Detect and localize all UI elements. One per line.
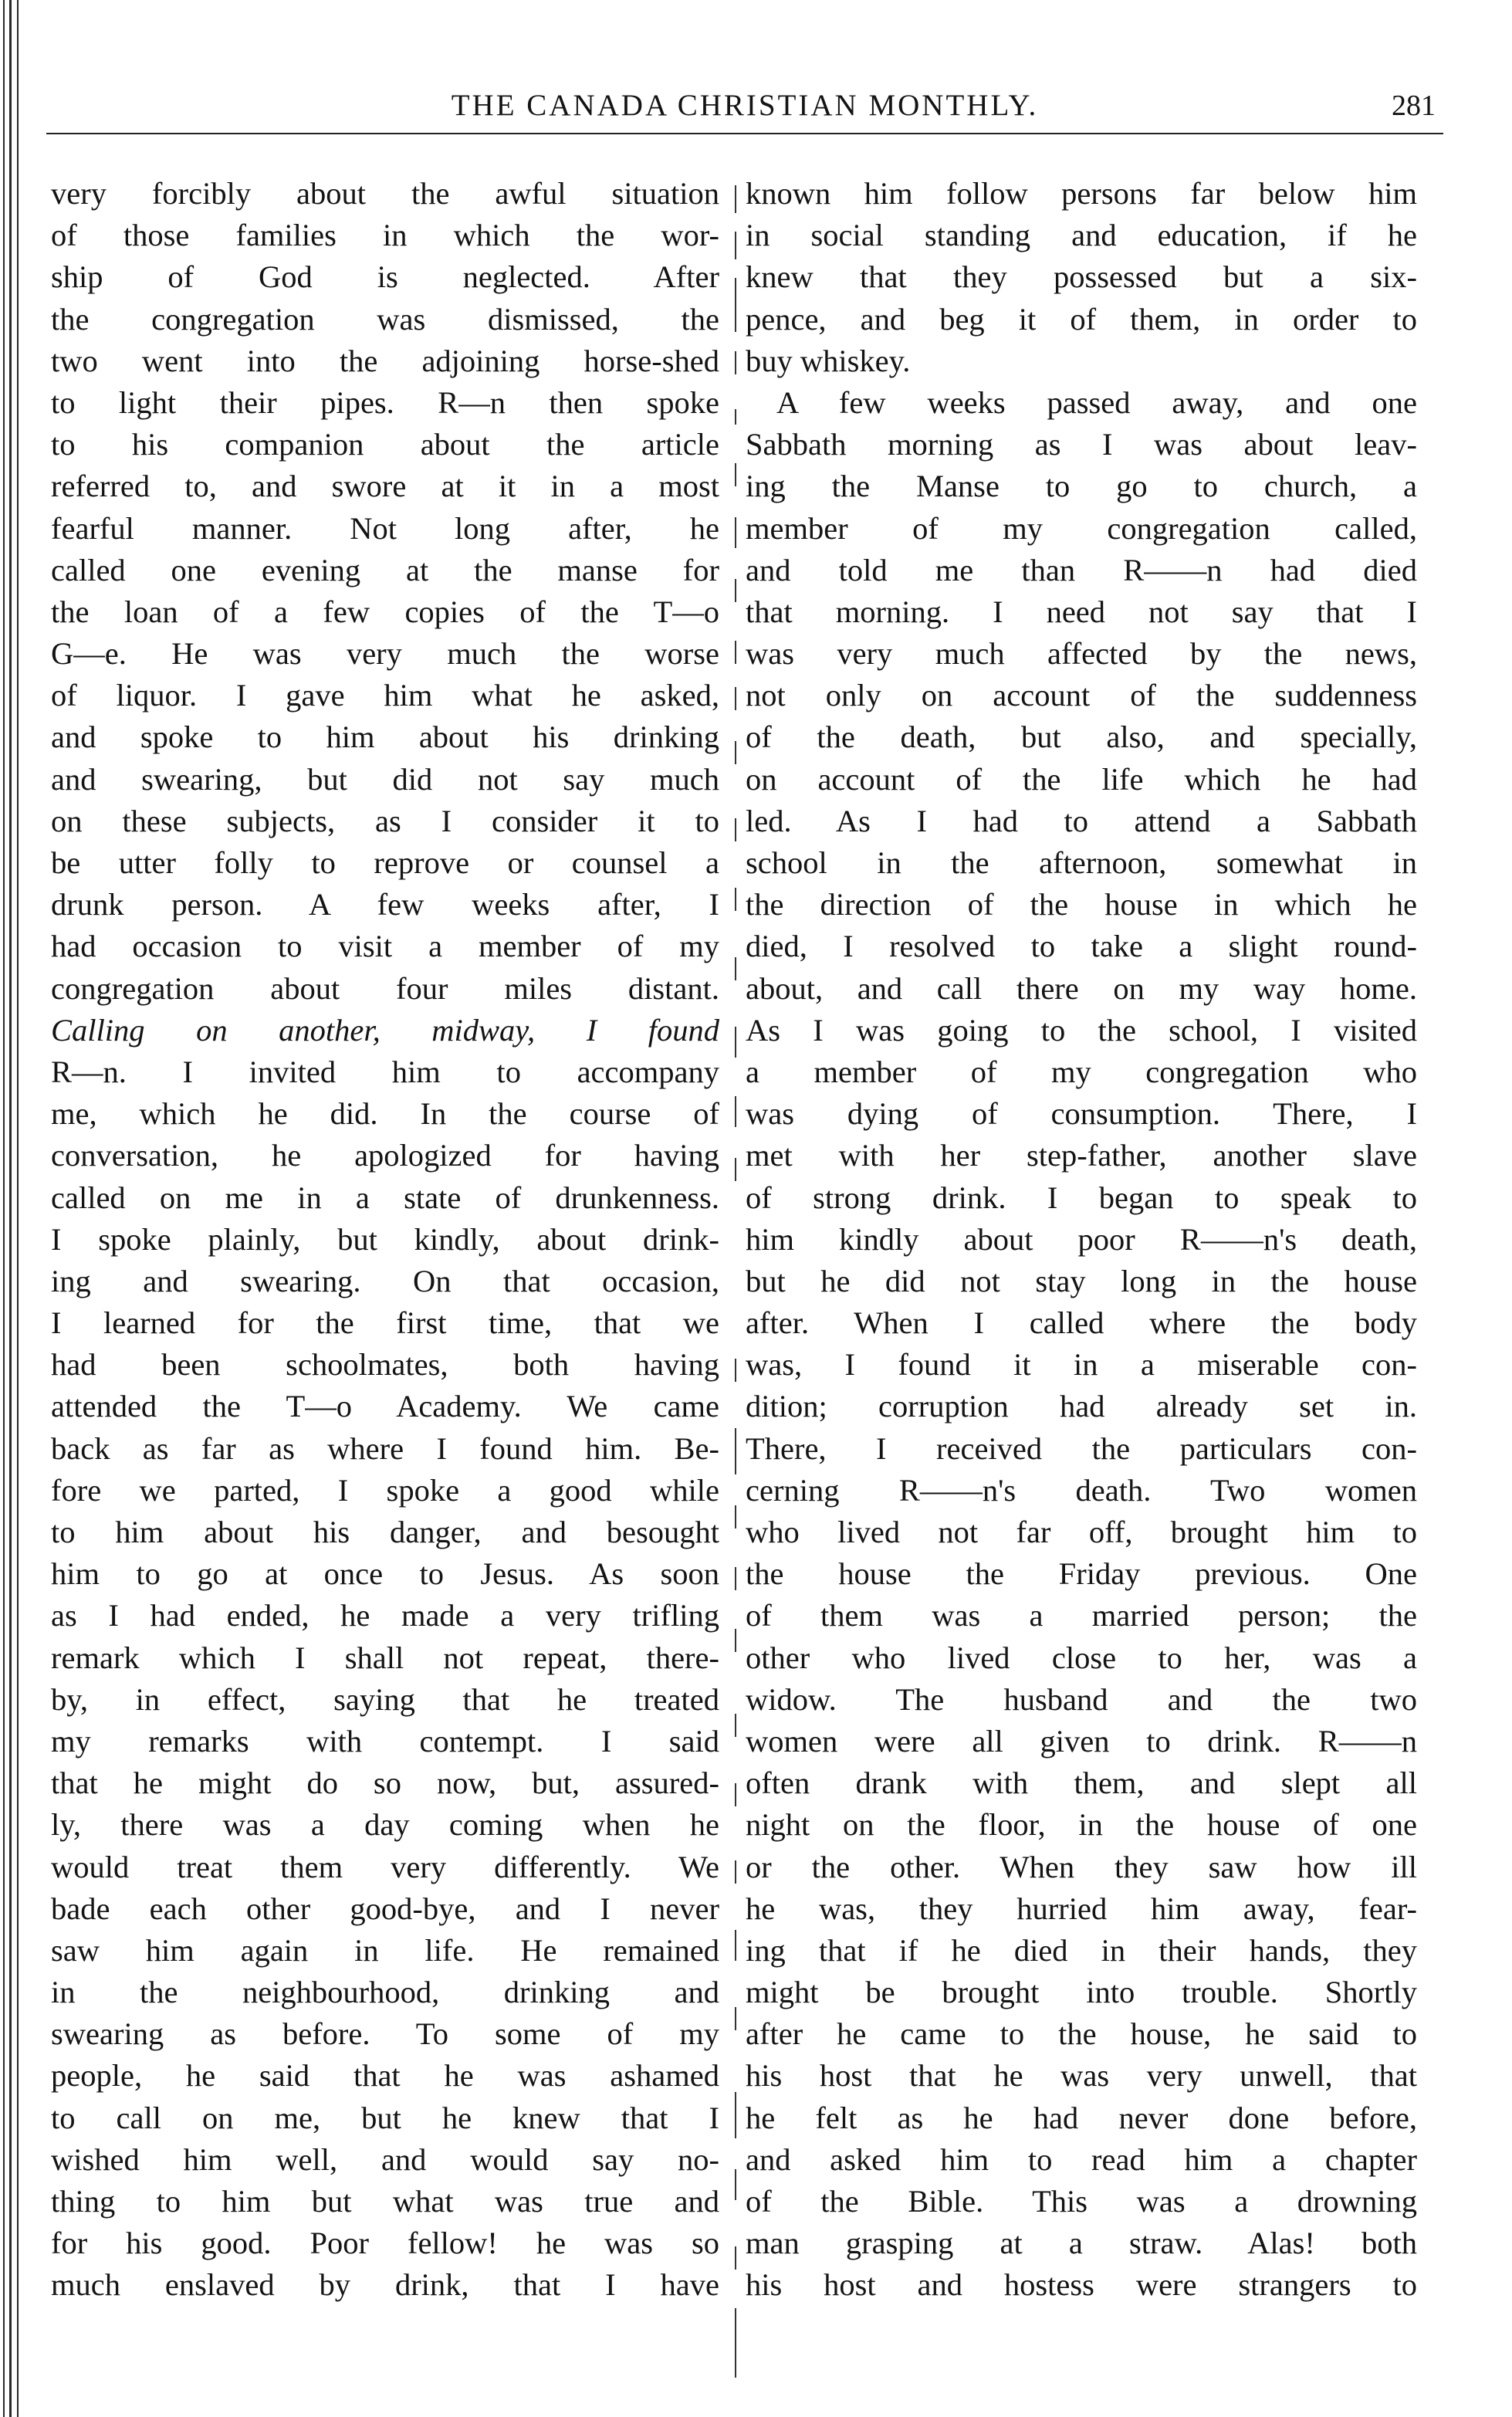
text-line: the congregation was dismissed, the — [51, 301, 719, 337]
left-column — [51, 173, 719, 2307]
gutter-mark — [735, 2308, 736, 2378]
text-line: often drank with them, and slept all — [746, 1765, 1417, 1801]
text-line: but he did not stay long in the house — [746, 1263, 1417, 1298]
text-line: his host and hostess were strangers to — [746, 2267, 1417, 2303]
gutter-mark — [735, 641, 736, 664]
text-line: buy whiskey. — [746, 343, 911, 378]
binding-rule — [3, 0, 5, 2417]
text-line: of them was a married person; the — [746, 1598, 1417, 1633]
gutter-mark — [735, 888, 736, 911]
gutter-mark — [735, 2007, 736, 2030]
text-line: and swearing, but did not say much — [51, 761, 719, 797]
text-line: referred to, and swore at it in a most — [51, 469, 719, 504]
header-rule — [46, 133, 1443, 134]
text-line: who lived not far off, brought him to — [746, 1515, 1417, 1549]
text-line: might be brought into trouble. Shortly — [746, 1975, 1417, 2010]
text-line: knew that they possessed but a six- — [746, 259, 1417, 295]
text-line: I learned for the first time, that we — [51, 1305, 719, 1341]
text-line: was dying of consumption. There, I — [746, 1096, 1417, 1132]
text-line: had been schoolmates, both having — [51, 1347, 719, 1383]
gutter-mark — [735, 957, 736, 980]
text-line: swearing as before. To some of my — [51, 2016, 719, 2052]
text-line: after. When I called where the body — [746, 1305, 1417, 1341]
text-line: in the neighbourhood, drinking and — [51, 1975, 719, 2010]
gutter-mark — [735, 278, 736, 332]
text-line: to call on me, but he knew that I — [51, 2100, 719, 2135]
gutter-mark — [735, 818, 736, 841]
gutter-mark — [735, 1567, 736, 1590]
text-line: not only on account of the suddenness — [746, 678, 1417, 713]
binding-rule — [17, 0, 19, 2417]
text-line: the direction of the house in which he — [746, 887, 1417, 922]
text-line: be utter folly to reprove or counsel a — [51, 845, 719, 880]
gutter-mark — [735, 1783, 736, 1806]
text-line: his host that he was very unwell, that — [746, 2058, 1417, 2094]
text-line: pence, and beg it of them, in order to — [746, 301, 1417, 337]
text-line: after he came to the house, he said to — [746, 2016, 1417, 2052]
text-line: the loan of a few copies of the T—o — [51, 594, 719, 629]
gutter-mark — [735, 463, 736, 486]
text-line: on account of the life which he had — [746, 761, 1417, 797]
text-line: ly, there was a day coming when he — [51, 1807, 719, 1843]
text-line: A few weeks passed away, and one — [776, 384, 1417, 420]
text-line: met with her step-father, another slave — [746, 1138, 1417, 1173]
gutter-mark — [735, 1629, 736, 1652]
text-line: dition; corruption had already set in. — [746, 1389, 1417, 1424]
text-line: night on the floor, in the house of one — [746, 1807, 1417, 1843]
text-line: G—e. He was very much the worse — [51, 636, 719, 672]
text-line: on these subjects, as I consider it to — [51, 803, 719, 838]
text-line: in social standing and education, if he — [746, 218, 1417, 253]
text-line: to light their pipes. R—n then spoke — [51, 384, 719, 420]
text-line: bade each other good-bye, and I never — [51, 1891, 719, 1926]
text-line: for his good. Poor fellow! he was so — [51, 2226, 719, 2261]
text-line: ing the Manse to go to church, a — [746, 469, 1417, 504]
text-line: Sabbath morning as I was about leav- — [746, 427, 1417, 462]
text-line: of strong drink. I began to speak to — [746, 1180, 1417, 1215]
text-line: me, which he did. In the course of — [51, 1096, 719, 1132]
binding-rule — [9, 0, 12, 2417]
text-line: widow. The husband and the two — [746, 1681, 1417, 1717]
running-title: THE CANADA CHRISTIAN MONTHLY. — [451, 89, 1039, 122]
binding-edge — [0, 0, 31, 2417]
gutter-mark — [735, 1158, 736, 1181]
gutter-mark — [735, 1027, 736, 1058]
text-line: conversation, he apologized for having — [51, 1138, 719, 1173]
gutter-mark — [735, 1860, 736, 1884]
text-line: attended the T—o Academy. We came — [51, 1389, 719, 1424]
text-line: was, I found it in a miserable con- — [746, 1347, 1417, 1383]
text-line: of liquor. I gave him what he asked, — [51, 678, 719, 713]
text-line: of the Bible. This was a drowning — [746, 2184, 1417, 2219]
text-line: died, I resolved to take a slight round- — [746, 929, 1417, 964]
text-line: to his companion about the article — [51, 427, 719, 462]
text-line: or the other. When they saw how ill — [746, 1849, 1417, 1884]
gutter-mark — [735, 232, 736, 259]
text-line: ing that if he died in their hands, they — [746, 1932, 1417, 1968]
text-line: a member of my congregation who — [746, 1054, 1417, 1089]
gutter-mark — [735, 2169, 736, 2200]
gutter-mark — [735, 1096, 736, 1127]
gutter-mark — [735, 741, 736, 764]
text-line: other who lived close to her, was a — [746, 1640, 1417, 1675]
text-line: was very much affected by the news, — [746, 636, 1417, 672]
text-line: school in the afternoon, somewhat in — [746, 845, 1417, 880]
text-line: As I was going to the school, I visited — [746, 1012, 1417, 1048]
text-line: called one evening at the manse for — [51, 552, 719, 587]
gutter-mark — [735, 1428, 736, 1474]
text-line: Calling on another, midway, I found — [51, 1012, 719, 1048]
text-line: and told me than R——n had died — [746, 552, 1417, 587]
text-line: by, in effect, saying that he treated — [51, 1681, 719, 1717]
text-line: led. As I had to attend a Sabbath — [746, 803, 1417, 838]
text-line: ing and swearing. On that occasion, — [51, 1263, 719, 1298]
text-line: would treat them very differently. We — [51, 1849, 719, 1884]
text-line: of those families in which the wor- — [51, 218, 719, 253]
text-line: about, and call there on my way home. — [746, 970, 1417, 1006]
right-column — [746, 173, 1417, 2307]
text-line: back as far as where I found him. Be- — [51, 1430, 719, 1466]
gutter-mark — [735, 517, 736, 548]
gutter-mark — [735, 351, 736, 374]
text-line: cerning R——n's death. Two women — [746, 1472, 1417, 1508]
text-line: two went into the adjoining horse-shed — [51, 343, 719, 378]
gutter-mark — [735, 1930, 736, 1961]
gutter-mark — [735, 185, 736, 213]
text-line: the house the Friday previous. One — [746, 1556, 1417, 1592]
text-line: fore we parted, I spoke a good while — [51, 1472, 719, 1508]
text-line: thing to him but what was true and — [51, 2184, 719, 2219]
text-line: saw him again in life. He remained — [51, 1932, 719, 1968]
text-line: and spoke to him about his drinking — [51, 719, 719, 755]
gutter-mark — [735, 1505, 736, 1528]
gutter-mark — [735, 1714, 736, 1737]
gutter-mark — [735, 2246, 736, 2270]
text-line: known him follow persons far below him — [746, 176, 1417, 211]
gutter-mark — [735, 579, 736, 602]
text-line: much enslaved by drink, that I have — [51, 2267, 719, 2303]
text-line: my remarks with contempt. I said — [51, 1723, 719, 1759]
gutter-mark — [735, 687, 736, 710]
text-line: as I had ended, he made a very trifling — [51, 1598, 719, 1633]
text-line: he felt as he had never done before, — [746, 2100, 1417, 2135]
text-line: to him about his danger, and besought — [51, 1515, 719, 1549]
text-line: I spoke plainly, but kindly, about drink- — [51, 1221, 719, 1257]
text-line: R—n. I invited him to accompany — [51, 1054, 719, 1089]
text-line: of the death, but also, and specially, — [746, 719, 1417, 755]
text-line: fearful manner. Not long after, he — [51, 510, 719, 546]
text-line: had occasion to visit a member of my — [51, 929, 719, 964]
text-line: he was, they hurried him away, fear- — [746, 1891, 1417, 1926]
text-line: man grasping at a straw. Alas! both — [746, 2226, 1417, 2261]
gutter-mark — [735, 409, 736, 425]
page-number: 281 — [1392, 90, 1436, 122]
text-line: There, I received the particulars con- — [746, 1430, 1417, 1466]
text-line: called on me in a state of drunkenness. — [51, 1180, 719, 1215]
text-line: wished him well, and would say no- — [51, 2141, 719, 2177]
gutter-mark — [735, 1359, 736, 1382]
page-header — [54, 86, 1436, 133]
text-line: very forcibly about the awful situation — [51, 176, 719, 211]
text-line: people, he said that he was ashamed — [51, 2058, 719, 2094]
text-line: women were all given to drink. R——n — [746, 1723, 1417, 1759]
text-line: him kindly about poor R——n's death, — [746, 1221, 1417, 1257]
text-line: that he might do so now, but, assured- — [51, 1765, 719, 1801]
text-line: and asked him to read him a chapter — [746, 2141, 1417, 2177]
text-line: member of my congregation called, — [746, 510, 1417, 546]
gutter-mark — [735, 2092, 736, 2138]
text-line: him to go at once to Jesus. As soon — [51, 1556, 719, 1592]
text-line: congregation about four miles distant. — [51, 970, 719, 1006]
text-line: drunk person. A few weeks after, I — [51, 887, 719, 922]
text-line: ship of God is neglected. After — [51, 259, 719, 295]
text-line: that morning. I need not say that I — [746, 594, 1417, 629]
text-line: remark which I shall not repeat, there- — [51, 1640, 719, 1675]
column-gutter-rule — [730, 178, 741, 2385]
